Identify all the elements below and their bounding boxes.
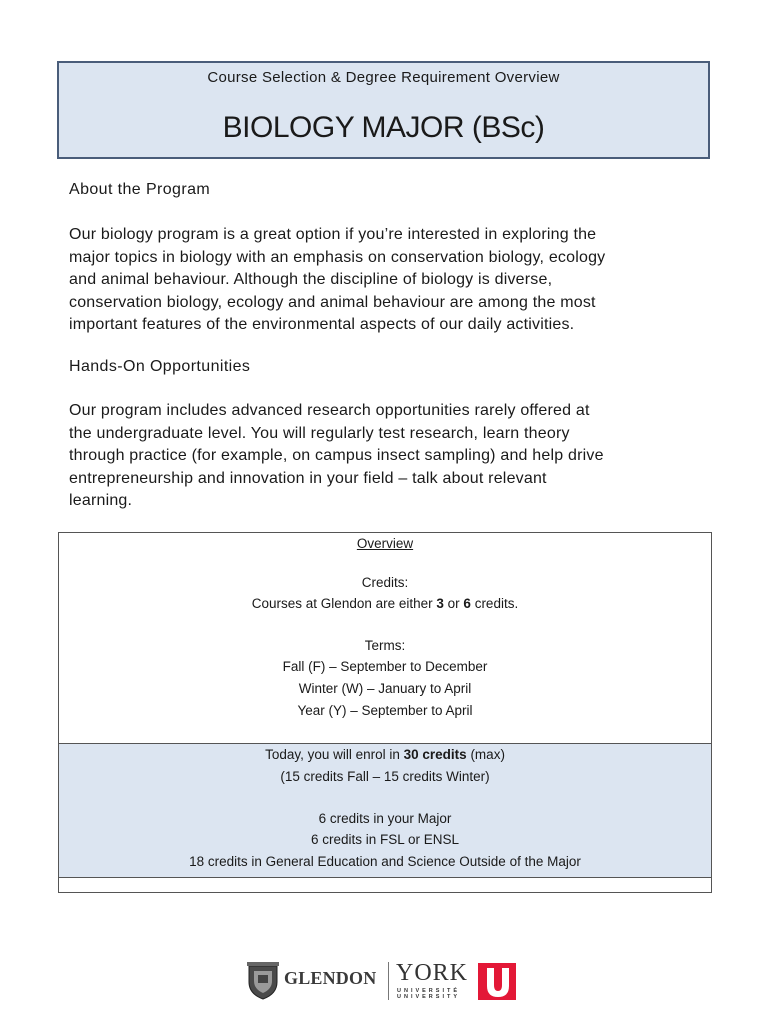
hands-on-line: learning. xyxy=(69,492,133,509)
glendon-crest-icon xyxy=(246,962,280,1000)
overview-heading: Overview xyxy=(356,536,414,551)
york-wordmark: YORK xyxy=(396,960,469,986)
enrol-text: Today, you will enrol in xyxy=(265,747,404,762)
credit-split: (15 credits Fall – 15 credits Winter) xyxy=(280,769,490,784)
credits-six: 6 xyxy=(463,596,471,611)
credits-three: 3 xyxy=(436,596,444,611)
enrol-text: (max) xyxy=(466,747,505,762)
hands-on-line: entrepreneurship and innovation in your field – talk about relevant xyxy=(69,469,547,487)
document-subtitle: Course Selection & Degree Requirement Overview xyxy=(207,69,560,86)
credits-text: credits. xyxy=(470,596,519,611)
enrol-line xyxy=(59,747,711,762)
document-title: BIOLOGY MAJOR (BSc) xyxy=(222,111,545,144)
hands-on-line: the undergraduate level. You will regularly test research, learn theory xyxy=(69,424,570,442)
hands-on-paragraph xyxy=(69,400,709,513)
york-u-logo-icon xyxy=(478,963,516,1000)
about-line: important features of the environmental aspects of our daily activities. xyxy=(69,316,575,333)
overview-box xyxy=(58,532,712,893)
overview-info xyxy=(59,533,711,743)
credits-description xyxy=(59,596,711,611)
terms-label: Terms: xyxy=(364,638,406,653)
about-paragraph xyxy=(69,224,709,337)
hands-on-line: through practice (for example, on campus insect sampling) and help drive xyxy=(69,447,604,464)
credits-label: Credits: xyxy=(361,575,409,590)
about-line: conservation biology, ecology and animal behaviour are among the most xyxy=(69,293,596,311)
term-winter: Winter (W) – January to April xyxy=(298,681,472,696)
logo-divider xyxy=(388,962,389,1000)
credits-text: Courses at Glendon are either xyxy=(251,596,437,611)
glendon-wordmark: GLENDON xyxy=(284,968,377,988)
title-banner xyxy=(57,61,710,159)
requirement-fsl: 6 credits in FSL or ENSL xyxy=(310,832,460,847)
enrol-credits: 30 credits xyxy=(403,747,467,762)
about-heading: About the Program xyxy=(69,181,211,198)
university-wordmark: UNIVERSITÉ UNIVERSITY xyxy=(397,988,461,1000)
footer-logos xyxy=(246,960,526,1000)
about-line: and animal behaviour. Although the discipline of biology is diverse, xyxy=(69,271,553,288)
requirement-gened: 18 credits in General Education and Science Outside of the Major xyxy=(189,854,581,869)
requirement-major: 6 credits in your Major xyxy=(318,811,452,826)
about-line: Our biology program is a great option if you’re interested in exploring the xyxy=(69,226,597,243)
about-line: major topics in biology with an emphasis on conservation biology, ecology xyxy=(69,248,606,266)
hands-on-heading: Hands-On Opportunities xyxy=(69,358,251,375)
hands-on-line: Our program includes advanced research opportunities rarely offered at xyxy=(69,402,590,419)
credits-text: or xyxy=(443,596,464,611)
term-fall: Fall (F) – September to December xyxy=(282,659,488,674)
term-year: Year (Y) – September to April xyxy=(297,703,473,718)
enrolment-info xyxy=(59,743,711,878)
